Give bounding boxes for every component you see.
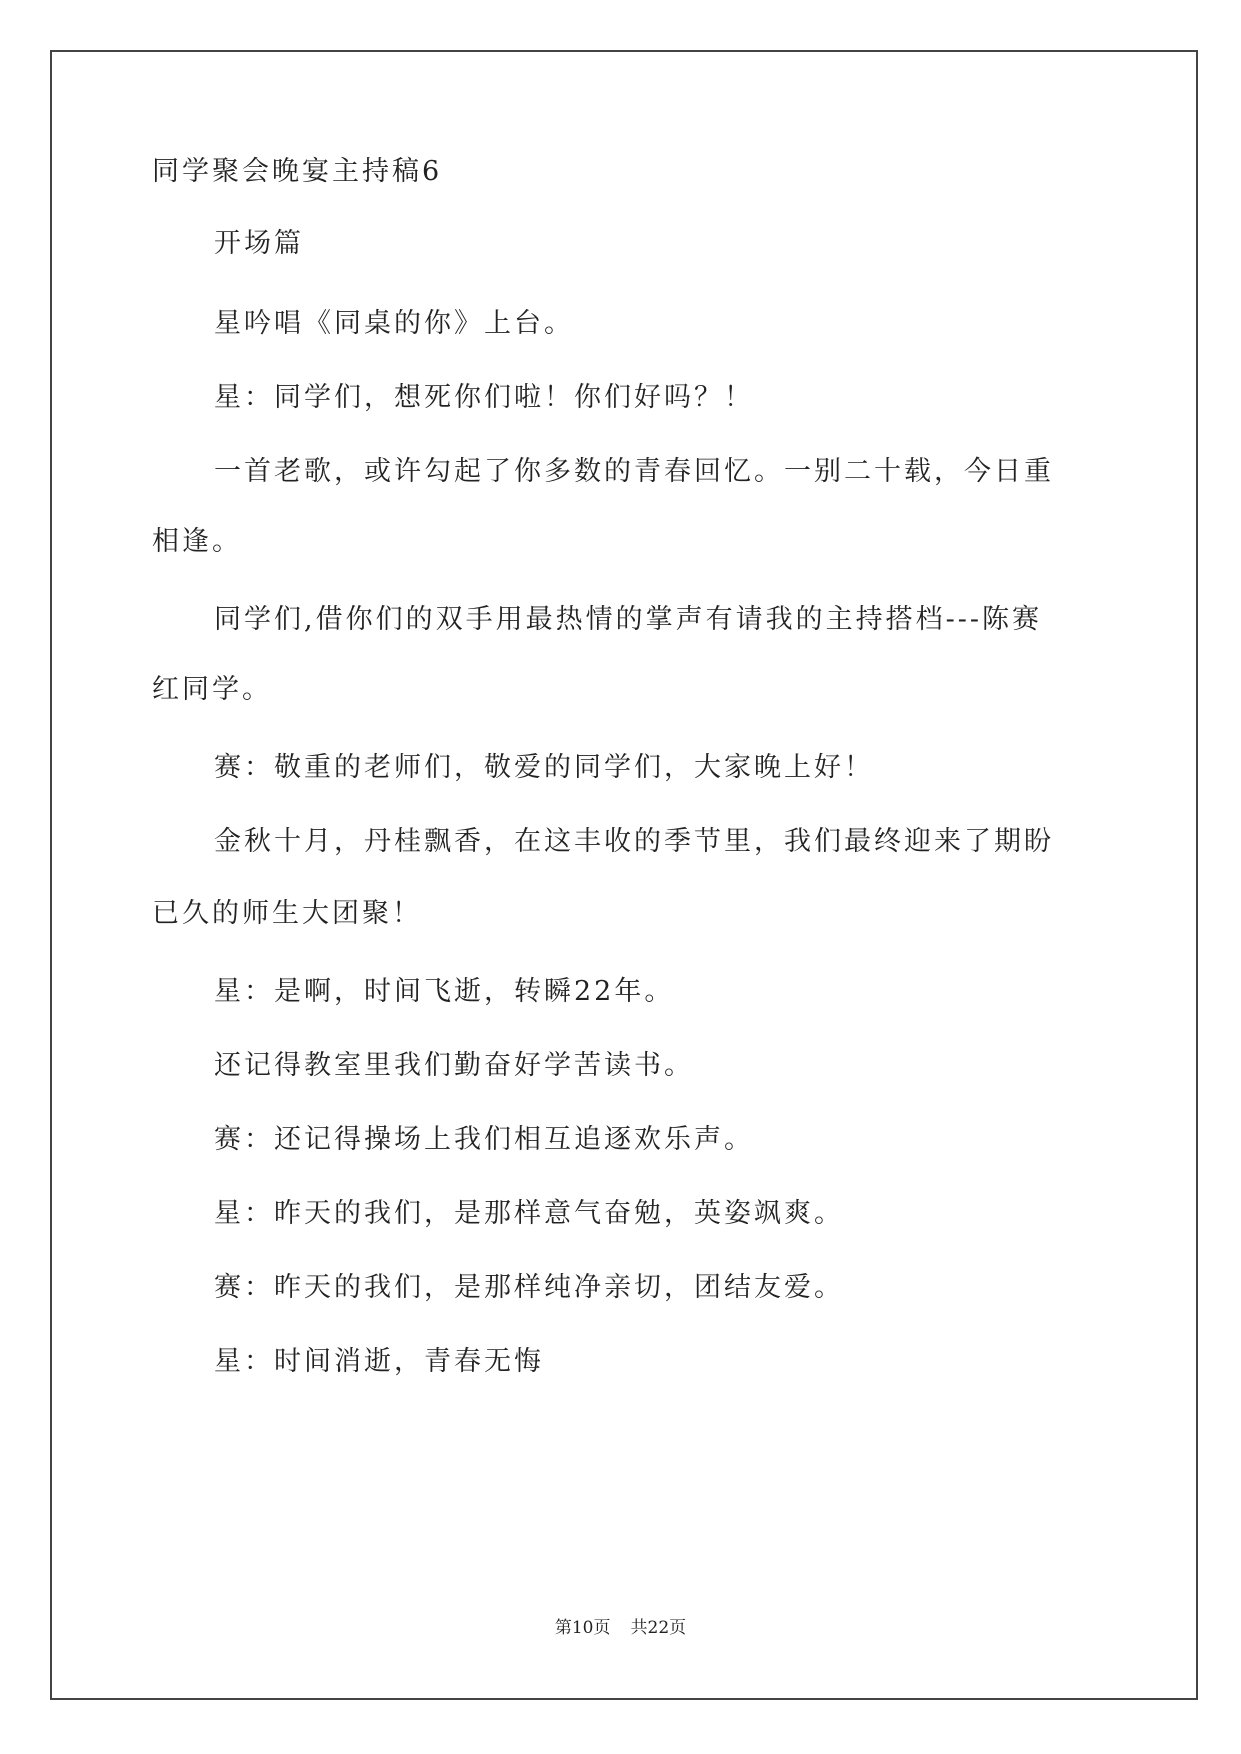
page-number: 第10页 <box>554 1618 611 1638</box>
paragraph-line: 一首老歌，或许勾起了你多数的青春回忆。一别二十载，今日重 <box>214 456 1054 487</box>
paragraph-line: 星：同学们，想死你们啦！你们好吗？！ <box>214 382 754 413</box>
paragraph-line: 相逢。 <box>152 526 242 557</box>
paragraph-line: 赛：昨天的我们，是那样纯净亲切，团结友爱。 <box>214 1272 844 1303</box>
paragraph-line: 已久的师生大团聚！ <box>152 898 422 929</box>
paragraph-line: 赛：敬重的老师们，敬爱的同学们，大家晚上好！ <box>214 752 874 783</box>
page-total: 共22页 <box>630 1618 687 1638</box>
paragraph-line: 赛：还记得操场上我们相互追逐欢乐声。 <box>214 1124 754 1155</box>
paragraph-line: 星：时间消逝，青春无悔 <box>214 1346 544 1377</box>
paragraph-line: 星吟唱《同桌的你》上台。 <box>214 308 574 339</box>
paragraph-line: 同学们,借你们的双手用最热情的掌声有请我的主持搭档---陈赛 <box>214 604 1042 635</box>
paragraph-line: 开场篇 <box>214 228 304 259</box>
document-title: 同学聚会晚宴主持稿6 <box>152 156 443 187</box>
page-footer <box>0 1613 1241 1638</box>
paragraph-line: 星：昨天的我们，是那样意气奋勉，英姿飒爽。 <box>214 1198 844 1229</box>
paragraph-line: 还记得教室里我们勤奋好学苦读书。 <box>214 1050 694 1081</box>
paragraph-line: 红同学。 <box>152 674 272 705</box>
paragraph-line: 金秋十月，丹桂飘香，在这丰收的季节里，我们最终迎来了期盼 <box>214 826 1054 857</box>
page-frame <box>50 50 1198 1700</box>
paragraph-line: 星：是啊，时间飞逝，转瞬22年。 <box>214 976 675 1007</box>
